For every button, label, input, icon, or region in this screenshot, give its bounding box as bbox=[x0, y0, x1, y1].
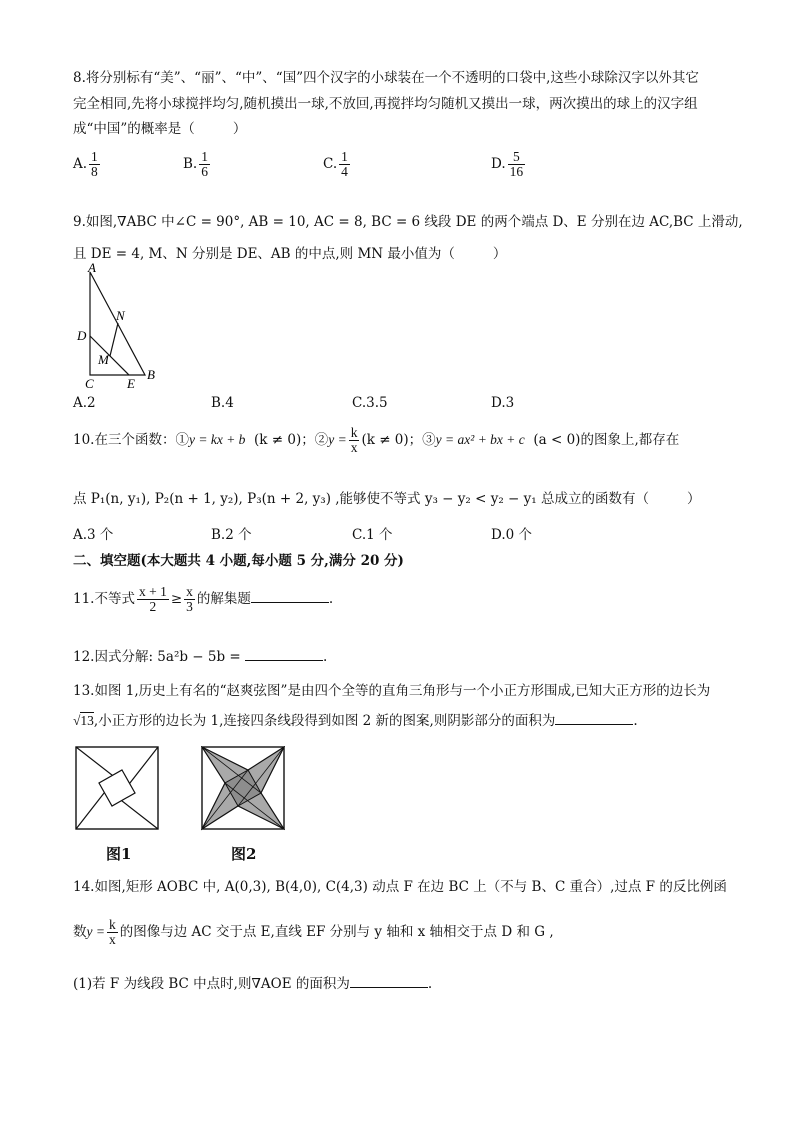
label-n: N bbox=[116, 308, 125, 323]
q8-option-d[interactable]: D. $\frac{5}{16}$ bbox=[491, 149, 524, 180]
q9-option-a[interactable]: A.2 bbox=[73, 395, 96, 411]
q10-line1: 10.在三个函数：①y = kx + b (k ≠ 0)；②y = $\frac{k}{x}$ (k ≠ 0)；③y = ax² + bx + c (a < 0)的图象上,都存在 bbox=[73, 425, 680, 456]
q13-line1: 13.如图 1,历史上有名的“赵爽弦图”是由四个全等的直角三角形与一个小正方形围成,已知大正方形的边长为 bbox=[73, 683, 711, 699]
q14-line1: 14.如图,矩形 AOBC 中, A(0,3), B(4,0), C(4,3) 动点 F 在边 BC 上（不与 B、C 重合）,过点 F 的反比例函 bbox=[73, 879, 727, 895]
label-d: D bbox=[77, 328, 87, 343]
q10-option-a[interactable]: A.3 个 bbox=[73, 527, 114, 543]
q8-line3: 成“中国”的概率是（ ） bbox=[73, 121, 247, 137]
q8-line1: 8.将分别标有“美”、“丽”、“中”、“国”四个汉字的小球装在一个不透明的口袋中,这些小球除汉字以外其它 bbox=[73, 70, 699, 86]
q9-line2: 且 DE = 4, M、N 分别是 DE、AB 的中点,则 MN 最小值为（ ） bbox=[73, 246, 507, 262]
figure-1-caption: 图1 bbox=[106, 845, 132, 863]
q13-answer-blank[interactable] bbox=[555, 711, 633, 725]
q13-line2: √13,小正方形的边长为 1,连接四条线段得到如图 2 新的图案,则阴影部分的面积为 . bbox=[73, 713, 638, 729]
q14-answer-blank[interactable] bbox=[350, 974, 428, 988]
segment-mn bbox=[110, 323, 118, 356]
q11-answer-blank[interactable] bbox=[251, 589, 329, 603]
label-b: B bbox=[147, 367, 155, 382]
q8-option-c[interactable]: C. $\frac{1}{4}$ bbox=[323, 149, 348, 180]
q9-option-c[interactable]: C.3.5 bbox=[352, 395, 388, 411]
q12-answer-blank[interactable] bbox=[245, 647, 323, 661]
q14-sub1: (1)若 F 为线段 BC 中点时,则∇AOE 的面积为 . bbox=[73, 976, 433, 992]
q10-line2: 点 P₁(n, y₁), P₂(n + 1, y₂), P₃(n + 2, y₃) ,能够使不等式 y₃ − y₂ < y₂ − y₁ 总成立的函数有（ ） bbox=[73, 491, 701, 507]
q9-option-b[interactable]: B.4 bbox=[211, 395, 234, 411]
label-e: E bbox=[127, 376, 135, 390]
q9-option-d[interactable]: D.3 bbox=[491, 395, 515, 411]
q9-triangle-figure bbox=[72, 260, 172, 390]
label-m: M bbox=[98, 352, 109, 367]
q11-line: 11.不等式 $\frac{x + 1}{2}$ ≥ $\frac{x}{3}$ 的解集题 . bbox=[73, 584, 334, 615]
shaded-star-figure-2 bbox=[201, 746, 285, 832]
zhao-shuang-figure-1 bbox=[75, 746, 159, 832]
q9-line1: 9.如图,∇ABC 中∠C = 90°, AB = 10, AC = 8, BC = 6 线段 DE 的两个端点 D、E 分别在边 AC,BC 上滑动, bbox=[73, 214, 743, 230]
q12-line: 12.因式分解: 5a²b − 5b = . bbox=[73, 649, 328, 665]
q10-option-d[interactable]: D.0 个 bbox=[491, 527, 533, 543]
q8-line2: 完全相同,先将小球搅拌均匀,随机摸出一球,不放回,再搅拌均匀随机又摸出一球，两次摸出的球上的汉字组 bbox=[73, 96, 698, 112]
section-heading: 二、填空题(本大题共 4 小题,每小题 5 分,满分 20 分) bbox=[73, 553, 404, 569]
q8-option-b[interactable]: B. $\frac{1}{6}$ bbox=[183, 149, 208, 180]
q10-option-b[interactable]: B.2 个 bbox=[211, 527, 252, 543]
q14-line2: 数y = $\frac{k}{x}$ 的图像与边 AC 交于点 E,直线 EF 分别与 y 轴和 x 轴相交于点 D 和 G , bbox=[73, 917, 554, 948]
label-c: C bbox=[85, 376, 94, 390]
figure-2-caption: 图2 bbox=[231, 845, 257, 863]
segment-de bbox=[90, 336, 129, 375]
q8-option-a[interactable]: A. $\frac{1}{8}$ bbox=[73, 149, 98, 180]
q10-option-c[interactable]: C.1 个 bbox=[352, 527, 393, 543]
label-a: A bbox=[88, 260, 96, 275]
